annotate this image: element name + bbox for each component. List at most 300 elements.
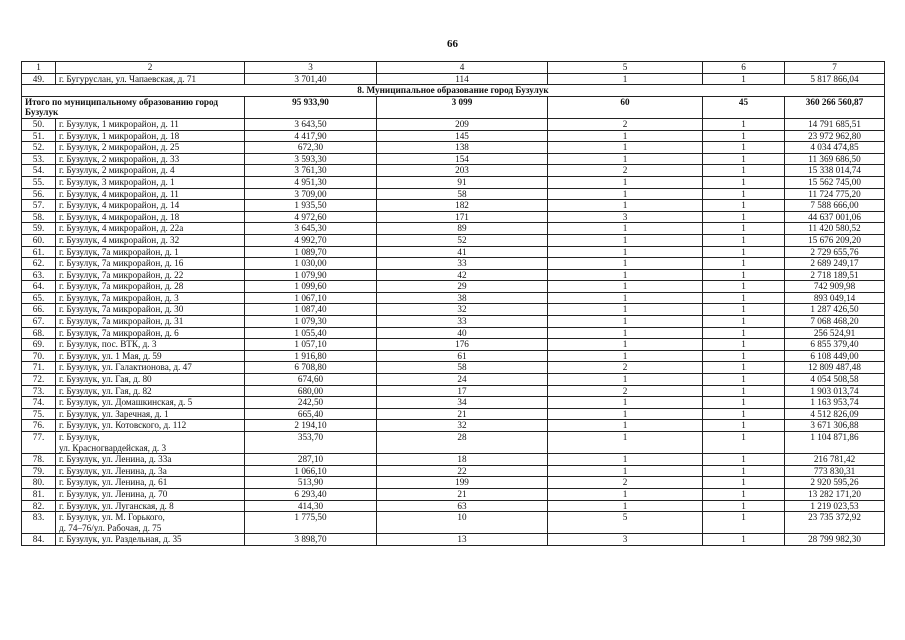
row-area: 1 935,50 [245, 200, 377, 212]
row-number: 67. [22, 316, 56, 328]
table-row [22, 176, 885, 188]
row-col6: 1 [703, 397, 785, 409]
row-col6: 1 [703, 500, 785, 512]
table-row [22, 118, 885, 130]
row-cost: 7 588 666,00 [785, 200, 885, 212]
table-row [22, 488, 885, 500]
row-number: 68. [22, 327, 56, 339]
row-col6: 1 [703, 339, 785, 351]
row-address: г. Бузулук, ул. Гая, д. 80 [56, 374, 245, 386]
row-number: 60. [22, 234, 56, 246]
row-cost: 256 524,91 [785, 327, 885, 339]
table-row [22, 304, 885, 316]
row-col5: 1 [548, 234, 703, 246]
row-people: 114 [377, 73, 548, 85]
row-people: 52 [377, 234, 548, 246]
row-col6: 1 [703, 534, 785, 546]
row-address: г. Бузулук, ул. Луганская, д. 8 [56, 500, 245, 512]
table-row [22, 477, 885, 489]
row-col5: 1 [548, 350, 703, 362]
row-people: 63 [377, 500, 548, 512]
row-area: 3 761,30 [245, 165, 377, 177]
row-people: 21 [377, 408, 548, 420]
row-col5: 1 [548, 304, 703, 316]
row-col5: 1 [548, 246, 703, 258]
row-number: 62. [22, 258, 56, 270]
total-label: Итого по муниципальному образованию город Бузулук [22, 96, 245, 118]
row-col6: 1 [703, 142, 785, 154]
row-col5: 1 [548, 223, 703, 235]
row-cost: 2 689 249,17 [785, 258, 885, 270]
row-people: 18 [377, 454, 548, 466]
row-people: 40 [377, 327, 548, 339]
housing-table [21, 61, 885, 546]
row-area: 6 293,40 [245, 488, 377, 500]
row-cost: 44 637 001,06 [785, 211, 885, 223]
row-number: 70. [22, 350, 56, 362]
row-col5: 1 [548, 420, 703, 432]
row-number: 63. [22, 269, 56, 281]
row-cost: 6 855 379,40 [785, 339, 885, 351]
row-address: г. Бузулук, 2 микрорайон, д. 4 [56, 165, 245, 177]
row-col5: 1 [548, 176, 703, 188]
row-col5: 1 [548, 374, 703, 386]
table-row [22, 512, 885, 534]
table-row [22, 397, 885, 409]
table-row [22, 234, 885, 246]
row-cost: 893 049,14 [785, 292, 885, 304]
row-cost: 1 287 426,50 [785, 304, 885, 316]
row-col6: 1 [703, 477, 785, 489]
table-row [22, 246, 885, 258]
row-col5: 1 [548, 188, 703, 200]
row-area: 3 701,40 [245, 73, 377, 85]
row-address: г. Бузулук, 4 микрорайон, д. 14 [56, 200, 245, 212]
header-cell: 4 [377, 62, 548, 74]
row-col6: 1 [703, 176, 785, 188]
row-address: г. Бузулук, 2 микрорайон, д. 33 [56, 153, 245, 165]
row-number: 82. [22, 500, 56, 512]
row-col6: 1 [703, 246, 785, 258]
row-people: 89 [377, 223, 548, 235]
row-cost: 13 282 171,20 [785, 488, 885, 500]
row-people: 38 [377, 292, 548, 304]
row-cost: 2 718 189,51 [785, 269, 885, 281]
row-area: 3 643,50 [245, 118, 377, 130]
row-number: 78. [22, 454, 56, 466]
row-number: 58. [22, 211, 56, 223]
row-people: 33 [377, 258, 548, 270]
row-col5: 1 [548, 397, 703, 409]
row-col6: 1 [703, 512, 785, 534]
total-cost: 360 266 560,87 [785, 96, 885, 118]
row-address: г. Бузулук, ул. Гая, д. 82 [56, 385, 245, 397]
total-row [22, 96, 885, 118]
row-col6: 1 [703, 200, 785, 212]
row-col5: 1 [548, 130, 703, 142]
row-cost: 2 920 595,26 [785, 477, 885, 489]
header-cell: 6 [703, 62, 785, 74]
row-cost: 2 729 655,76 [785, 246, 885, 258]
row-col5: 1 [548, 327, 703, 339]
row-address: г. Бузулук, 7а микрорайон, д. 31 [56, 316, 245, 328]
row-address: г. Бузулук, 7а микрорайон, д. 22 [56, 269, 245, 281]
table-row [22, 327, 885, 339]
row-number: 57. [22, 200, 56, 212]
row-col6: 1 [703, 188, 785, 200]
row-number: 61. [22, 246, 56, 258]
row-people: 91 [377, 176, 548, 188]
row-cost: 5 817 866,04 [785, 73, 885, 85]
row-area: 4 951,30 [245, 176, 377, 188]
row-area: 1 089,70 [245, 246, 377, 258]
row-number: 59. [22, 223, 56, 235]
row-col6: 1 [703, 408, 785, 420]
row-address: г. Бузулук, 7а микрорайон, д. 3 [56, 292, 245, 304]
table-row [22, 211, 885, 223]
row-col5: 1 [548, 258, 703, 270]
row-cost: 15 676 209,20 [785, 234, 885, 246]
row-col6: 1 [703, 153, 785, 165]
row-number: 53. [22, 153, 56, 165]
row-people: 33 [377, 316, 548, 328]
row-number: 74. [22, 397, 56, 409]
row-number: 69. [22, 339, 56, 351]
row-col5: 1 [548, 408, 703, 420]
table-row [22, 350, 885, 362]
row-area: 4 992,70 [245, 234, 377, 246]
row-col6: 1 [703, 454, 785, 466]
table-row [22, 316, 885, 328]
row-col5: 3 [548, 534, 703, 546]
row-area: 287,10 [245, 454, 377, 466]
row-number: 76. [22, 420, 56, 432]
row-address: г. Бузулук, ул. Домашкинская, д. 5 [56, 397, 245, 409]
row-cost: 28 799 982,30 [785, 534, 885, 546]
row-col5: 1 [548, 281, 703, 293]
row-people: 21 [377, 488, 548, 500]
table-row [22, 73, 885, 85]
row-cost: 216 781,42 [785, 454, 885, 466]
table-row [22, 374, 885, 386]
row-people: 41 [377, 246, 548, 258]
row-area: 1 079,30 [245, 316, 377, 328]
row-people: 182 [377, 200, 548, 212]
row-number: 56. [22, 188, 56, 200]
row-col5: 1 [548, 500, 703, 512]
table-row [22, 292, 885, 304]
row-area: 1 055,40 [245, 327, 377, 339]
row-people: 28 [377, 432, 548, 454]
row-cost: 23 972 962,80 [785, 130, 885, 142]
row-col5: 1 [548, 465, 703, 477]
row-col5: 2 [548, 165, 703, 177]
header-row [22, 62, 885, 74]
row-area: 3 898,70 [245, 534, 377, 546]
table-row [22, 200, 885, 212]
row-people: 22 [377, 465, 548, 477]
table-row [22, 432, 885, 454]
row-area: 1 030,00 [245, 258, 377, 270]
table-row [22, 420, 885, 432]
row-address: г. Бузулук, ул. Галактионова, д. 47 [56, 362, 245, 374]
table-row [22, 142, 885, 154]
table-row [22, 258, 885, 270]
row-people: 17 [377, 385, 548, 397]
row-people: 42 [377, 269, 548, 281]
row-area: 353,70 [245, 432, 377, 454]
row-cost: 4 054 508,58 [785, 374, 885, 386]
row-col6: 1 [703, 374, 785, 386]
row-address: г. Бузулук, ул. Ленина, д. 33а [56, 454, 245, 466]
row-people: 203 [377, 165, 548, 177]
row-address: г. Бузулук, 7а микрорайон, д. 30 [56, 304, 245, 316]
row-address: г. Бузулук, 1 микрорайон, д. 11 [56, 118, 245, 130]
table-row [22, 223, 885, 235]
row-address: г. Бузулук, ул. Раздельная, д. 35 [56, 534, 245, 546]
row-people: 171 [377, 211, 548, 223]
table-row [22, 385, 885, 397]
row-col6: 1 [703, 432, 785, 454]
row-area: 1 087,40 [245, 304, 377, 316]
row-cost: 4 512 826,09 [785, 408, 885, 420]
header-cell: 1 [22, 62, 56, 74]
row-area: 665,40 [245, 408, 377, 420]
row-cost: 7 068 468,20 [785, 316, 885, 328]
row-number: 75. [22, 408, 56, 420]
row-address: г. Бузулук, ул. 1 Мая, д. 59 [56, 350, 245, 362]
row-number: 72. [22, 374, 56, 386]
section-title: 8. Муниципальное образование город Бузулук [22, 85, 885, 97]
row-col5: 1 [548, 316, 703, 328]
row-address: г. Бузулук, ул. Ленина, д. 3а [56, 465, 245, 477]
table-row [22, 188, 885, 200]
row-people: 58 [377, 362, 548, 374]
table-row [22, 362, 885, 374]
row-number: 81. [22, 488, 56, 500]
row-area: 672,30 [245, 142, 377, 154]
table-row [22, 153, 885, 165]
row-col5: 1 [548, 200, 703, 212]
table-row [22, 281, 885, 293]
table-row [22, 165, 885, 177]
row-address: г. Бузулук, пос. ВТК, д. 3 [56, 339, 245, 351]
row-people: 154 [377, 153, 548, 165]
row-cost: 11 369 686,50 [785, 153, 885, 165]
row-people: 13 [377, 534, 548, 546]
row-col5: 1 [548, 432, 703, 454]
row-number: 66. [22, 304, 56, 316]
row-address: г. Бузулук, 2 микрорайон, д. 25 [56, 142, 245, 154]
row-people: 29 [377, 281, 548, 293]
row-address: г. Бузулук, 3 микрорайон, д. 1 [56, 176, 245, 188]
section-row [22, 85, 885, 97]
row-address: г. Бузулук, 7а микрорайон, д. 16 [56, 258, 245, 270]
row-number: 51. [22, 130, 56, 142]
row-area: 1 099,60 [245, 281, 377, 293]
row-col5: 1 [548, 153, 703, 165]
row-col5: 3 [548, 211, 703, 223]
row-col5: 1 [548, 454, 703, 466]
row-people: 32 [377, 420, 548, 432]
row-col5: 1 [548, 292, 703, 304]
row-area: 674,60 [245, 374, 377, 386]
row-col6: 1 [703, 223, 785, 235]
row-col6: 1 [703, 281, 785, 293]
row-col6: 1 [703, 350, 785, 362]
row-cost: 23 735 372,92 [785, 512, 885, 534]
row-cost: 1 219 023,53 [785, 500, 885, 512]
row-people: 209 [377, 118, 548, 130]
row-number: 80. [22, 477, 56, 489]
row-col6: 1 [703, 362, 785, 374]
row-cost: 1 104 871,86 [785, 432, 885, 454]
row-number: 50. [22, 118, 56, 130]
row-people: 138 [377, 142, 548, 154]
row-area: 414,30 [245, 500, 377, 512]
row-cost: 15 338 014,74 [785, 165, 885, 177]
row-address: г. Бузулук, ул. Котовского, д. 112 [56, 420, 245, 432]
row-number: 73. [22, 385, 56, 397]
row-area: 3 593,30 [245, 153, 377, 165]
total-area: 95 933,90 [245, 96, 377, 118]
row-number: 49. [22, 73, 56, 85]
row-cost: 4 034 474,85 [785, 142, 885, 154]
row-col6: 1 [703, 420, 785, 432]
row-area: 1 775,50 [245, 512, 377, 534]
row-col6: 1 [703, 130, 785, 142]
row-col6: 1 [703, 385, 785, 397]
row-col5: 1 [548, 488, 703, 500]
header-cell: 7 [785, 62, 885, 74]
table-row [22, 130, 885, 142]
row-address: г. Бузулук, 4 микрорайон, д. 32 [56, 234, 245, 246]
row-number: 65. [22, 292, 56, 304]
row-address: г. Бузулук, 1 микрорайон, д. 18 [56, 130, 245, 142]
row-area: 3 709,00 [245, 188, 377, 200]
row-number: 84. [22, 534, 56, 546]
header-cell: 2 [56, 62, 245, 74]
row-address: г. Бузулук, ул. Красногвардейская, д. 3 [56, 432, 245, 454]
row-number: 54. [22, 165, 56, 177]
row-area: 1 916,80 [245, 350, 377, 362]
row-cost: 3 671 306,88 [785, 420, 885, 432]
header-cell: 3 [245, 62, 377, 74]
table-row [22, 454, 885, 466]
row-area: 6 708,80 [245, 362, 377, 374]
row-number: 83. [22, 512, 56, 534]
row-col6: 1 [703, 292, 785, 304]
row-number: 55. [22, 176, 56, 188]
row-people: 58 [377, 188, 548, 200]
row-cost: 15 562 745,00 [785, 176, 885, 188]
table-row [22, 500, 885, 512]
row-cost: 11 724 775,20 [785, 188, 885, 200]
row-people: 24 [377, 374, 548, 386]
table-row [22, 465, 885, 477]
table-row [22, 408, 885, 420]
row-cost: 12 809 487,48 [785, 362, 885, 374]
row-col6: 1 [703, 327, 785, 339]
row-cost: 1 903 013,74 [785, 385, 885, 397]
row-address: г. Бузулук, 4 микрорайон, д. 18 [56, 211, 245, 223]
row-area: 513,90 [245, 477, 377, 489]
row-cost: 742 909,98 [785, 281, 885, 293]
row-col5: 1 [548, 73, 703, 85]
row-col6: 1 [703, 165, 785, 177]
row-col6: 1 [703, 304, 785, 316]
row-area: 680,00 [245, 385, 377, 397]
row-address: г. Бугуруслан, ул. Чапаевская, д. 71 [56, 73, 245, 85]
table-row [22, 339, 885, 351]
row-people: 145 [377, 130, 548, 142]
row-col6: 1 [703, 316, 785, 328]
row-address: г. Бузулук, ул. Ленина, д. 61 [56, 477, 245, 489]
row-number: 71. [22, 362, 56, 374]
row-people: 199 [377, 477, 548, 489]
row-area: 242,50 [245, 397, 377, 409]
row-col5: 2 [548, 118, 703, 130]
row-col6: 1 [703, 118, 785, 130]
row-area: 4 972,60 [245, 211, 377, 223]
row-area: 1 057,10 [245, 339, 377, 351]
row-col6: 1 [703, 234, 785, 246]
row-area: 1 079,90 [245, 269, 377, 281]
row-address: г. Бузулук, ул. М. Горького, д. 74–76/ул. Рабочая, д. 75 [56, 512, 245, 534]
row-cost: 14 791 685,51 [785, 118, 885, 130]
row-area: 2 194,10 [245, 420, 377, 432]
row-address: г. Бузулук, 7а микрорайон, д. 6 [56, 327, 245, 339]
row-col5: 2 [548, 385, 703, 397]
total-col5: 60 [548, 96, 703, 118]
row-area: 3 645,30 [245, 223, 377, 235]
row-address: г. Бузулук, 7а микрорайон, д. 28 [56, 281, 245, 293]
row-number: 79. [22, 465, 56, 477]
row-people: 34 [377, 397, 548, 409]
total-col6: 45 [703, 96, 785, 118]
row-col5: 1 [548, 142, 703, 154]
row-col6: 1 [703, 73, 785, 85]
table-row [22, 269, 885, 281]
row-address: г. Бузулук, 4 микрорайон, д. 11 [56, 188, 245, 200]
row-people: 10 [377, 512, 548, 534]
row-col5: 1 [548, 269, 703, 281]
row-number: 52. [22, 142, 56, 154]
page-number: 66 [447, 38, 458, 50]
row-col6: 1 [703, 269, 785, 281]
row-people: 32 [377, 304, 548, 316]
row-col6: 1 [703, 258, 785, 270]
row-address: г. Бузулук, 7а микрорайон, д. 1 [56, 246, 245, 258]
row-col6: 1 [703, 211, 785, 223]
row-col6: 1 [703, 488, 785, 500]
row-cost: 11 420 580,52 [785, 223, 885, 235]
total-people: 3 099 [377, 96, 548, 118]
row-number: 64. [22, 281, 56, 293]
row-col6: 1 [703, 465, 785, 477]
row-address: г. Бузулук, ул. Ленина, д. 70 [56, 488, 245, 500]
row-area: 4 417,90 [245, 130, 377, 142]
row-area: 1 067,10 [245, 292, 377, 304]
row-col5: 2 [548, 477, 703, 489]
row-people: 176 [377, 339, 548, 351]
row-col5: 5 [548, 512, 703, 534]
row-col5: 1 [548, 339, 703, 351]
row-col5: 2 [548, 362, 703, 374]
row-address: г. Бузулук, ул. Заречная, д. 1 [56, 408, 245, 420]
row-area: 1 066,10 [245, 465, 377, 477]
row-cost: 6 108 449,00 [785, 350, 885, 362]
